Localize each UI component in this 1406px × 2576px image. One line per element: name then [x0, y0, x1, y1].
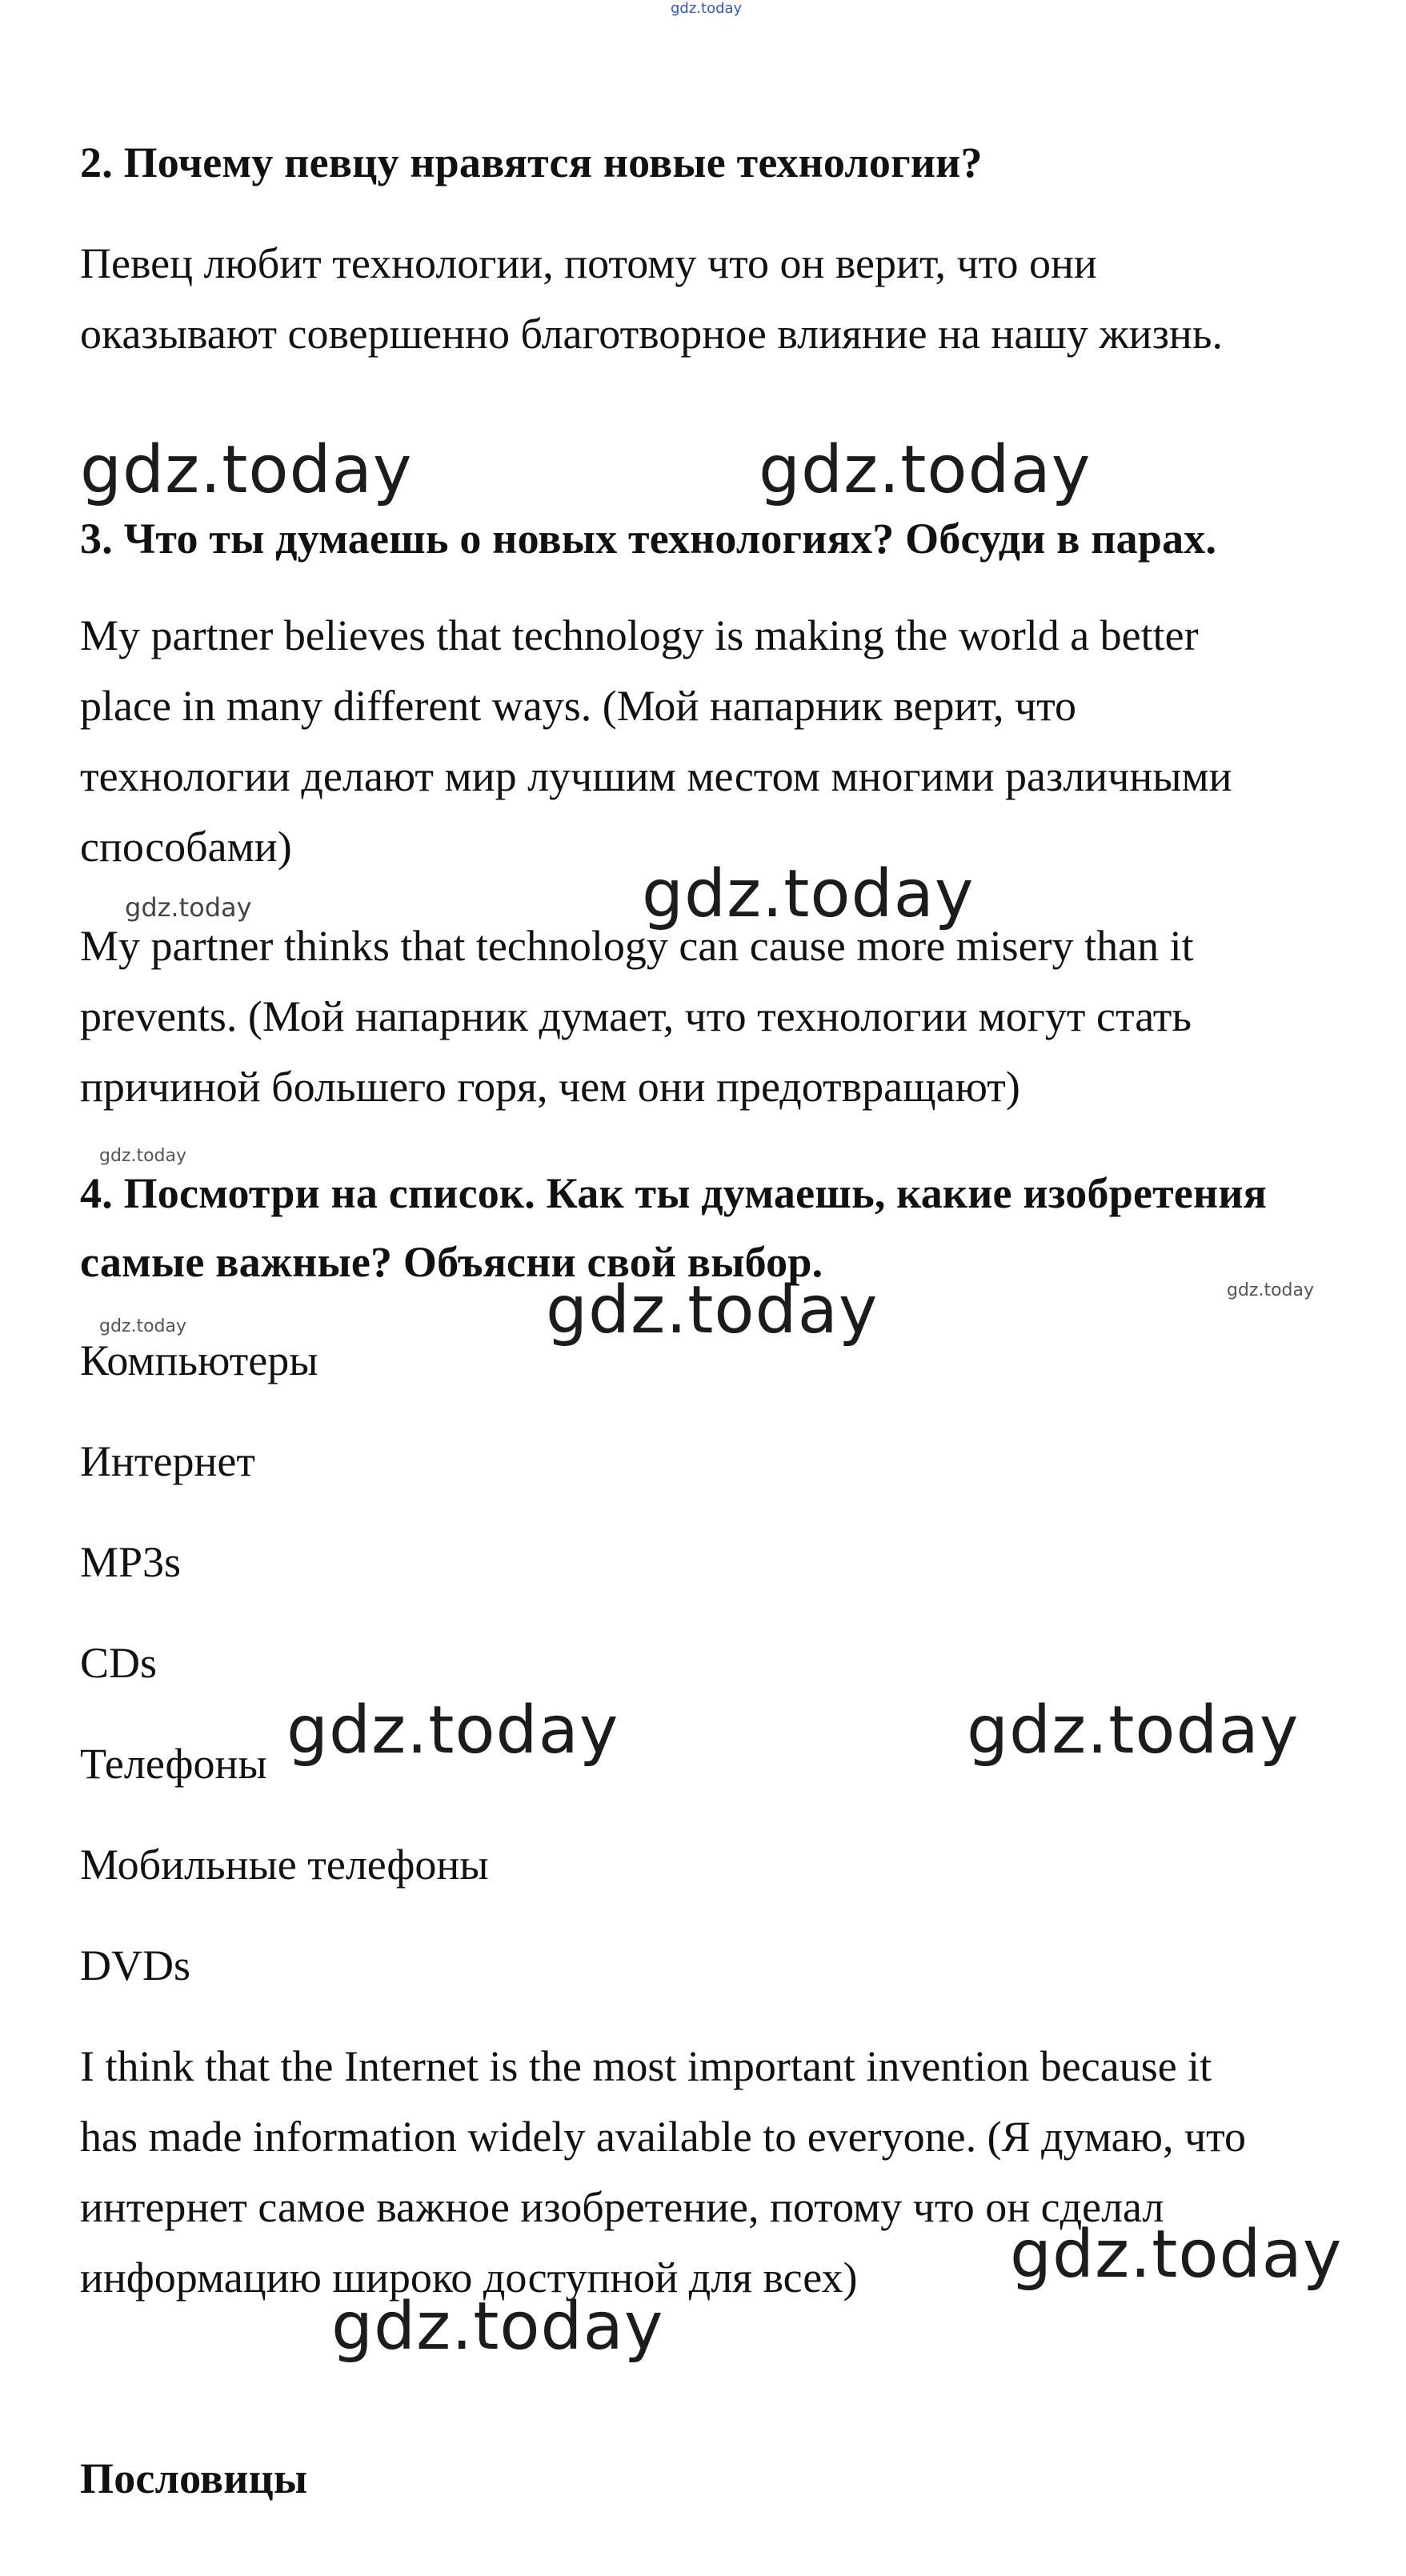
question-2-answer-line-2: оказывают совершенно благотворное влияние на нашу жизнь. — [80, 310, 1223, 358]
list-item-1: Компьютеры — [80, 1336, 318, 1384]
watermark-big: gdz.today — [967, 1693, 1300, 1769]
list-item-5: Телефоны — [80, 1740, 267, 1788]
question-2-heading: 2. Почему певцу нравятся новые технологии? — [80, 138, 983, 186]
watermark-big: gdz.today — [759, 432, 1092, 508]
list-item-2: Интернет — [80, 1437, 255, 1485]
watermark-big: gdz.today — [286, 1693, 619, 1769]
proverbs-heading: Пословицы — [80, 2454, 308, 2502]
watermark-top: gdz.today — [671, 0, 743, 17]
question-4-answer-line-3: интернет самое важное изобретение, потому что он сделал — [80, 2183, 1164, 2231]
question-3-para-1-line-3: технологии делают мир лучшим местом многими различными — [80, 752, 1232, 800]
question-4-answer-line-4: информацию широко доступной для всех) — [80, 2253, 858, 2302]
watermark-big: gdz.today — [642, 856, 975, 932]
list-item-3: MP3s — [80, 1538, 182, 1586]
question-3-para-1-line-4: способами) — [80, 823, 292, 871]
question-4-answer-line-2: has made information widely available to everyone. (Я думаю, что — [80, 2113, 1247, 2161]
question-3-heading: 3. Что ты думаешь о новых технологиях? Обсуди в парах. — [80, 515, 1217, 563]
question-4-answer-line-1: I think that the Internet is the most important invention because it — [80, 2042, 1212, 2090]
question-4-heading-line-1: 4. Посмотри на список. Как ты думаешь, какие изобретения — [80, 1169, 1268, 1217]
watermark-tiny: gdz.today — [1227, 1280, 1315, 1300]
watermark-tiny: gdz.today — [99, 1316, 187, 1336]
question-3-para-1-line-2: place in many different ways. (Мой напарник верит, что — [80, 682, 1077, 730]
question-3-para-2-line-2: prevents. (Мой напарник думает, что технологии могут стать — [80, 992, 1192, 1040]
watermark-big: gdz.today — [331, 2289, 664, 2365]
watermark-tiny: gdz.today — [99, 1146, 187, 1166]
question-2-answer-line-1: Певец любит технологии, потому что он верит, что они — [80, 239, 1097, 287]
list-item-7: DVDs — [80, 1941, 191, 1989]
list-item-6: Мобильные телефоны — [80, 1841, 489, 1889]
watermark-big: gdz.today — [546, 1272, 879, 1348]
watermark-big: gdz.today — [1010, 2217, 1343, 2293]
list-item-4: CDs — [80, 1639, 158, 1687]
watermark-small: gdz.today — [125, 892, 252, 923]
question-4-heading-line-2: самые важные? Объясни свой выбор. — [80, 1238, 823, 1286]
watermark-big: gdz.today — [80, 432, 413, 508]
question-3-para-2-line-1: My partner thinks that technology can cause more misery than it — [80, 922, 1194, 970]
question-3-para-1-line-1: My partner believes that technology is making the world a better — [80, 611, 1199, 659]
question-3-para-2-line-3: причиной большего горя, чем они предотвращают) — [80, 1063, 1020, 1111]
